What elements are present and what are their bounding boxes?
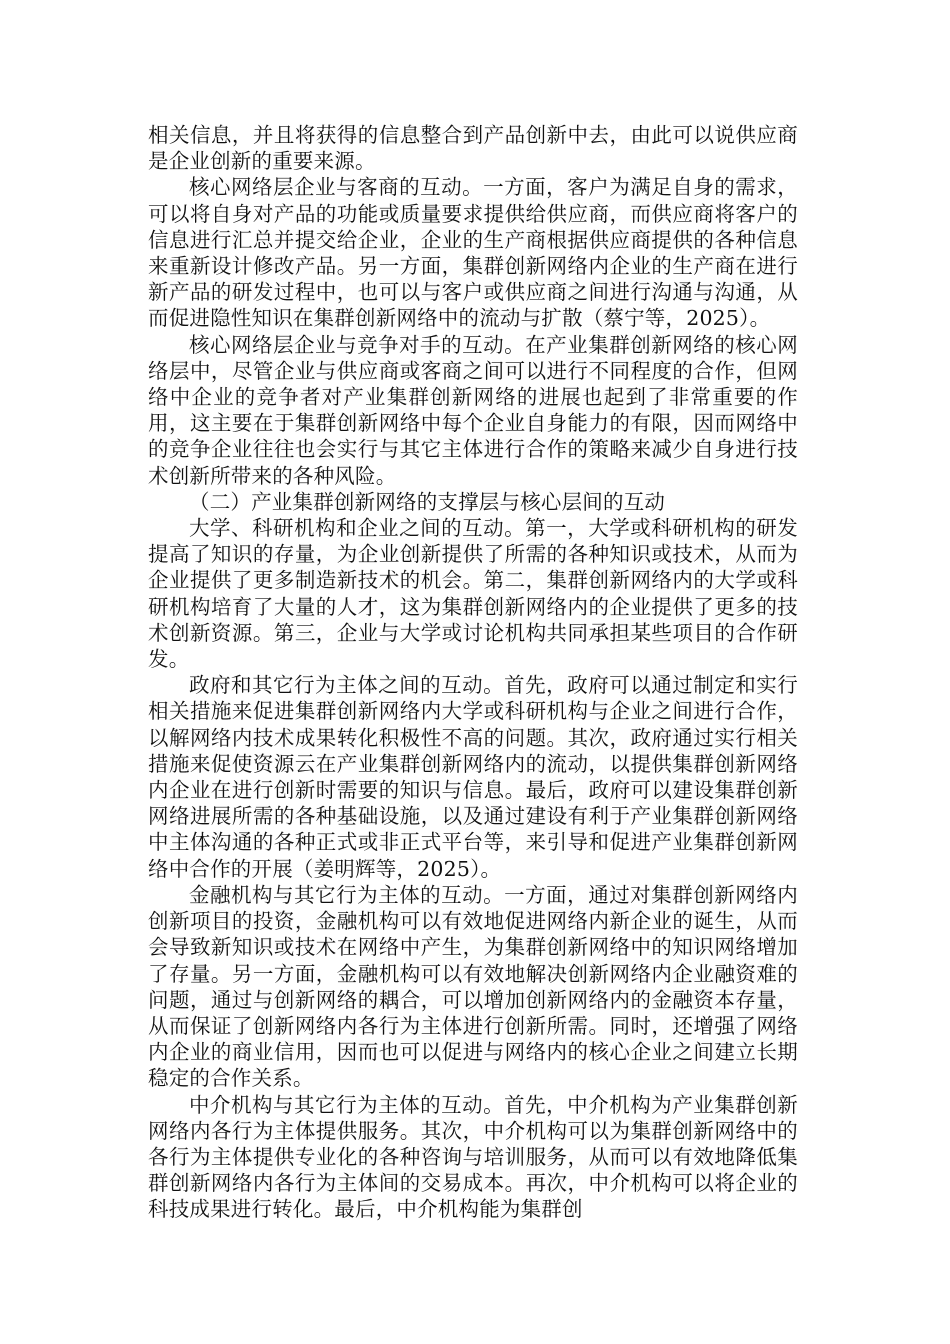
paragraph-university-interaction: 大学、科研机构和企业之间的互动。第一，大学或科研机构的研发提高了知识的存量，为企业创新提供了所需的各种知识或技术，从而为企业提供了更多制造新技术的机会。第二，集群创新网络内的大学或科研机构培育了大量的人才，这为集群创新网络内的企业提供了更多的技术创新资源。第三，企业与大学或讨论机构共同承担某些项目的合作研发。 — [148, 516, 798, 672]
paragraph-supplier-continued: 相关信息，并且将获得的信息整合到产品创新中去，由此可以说供应商是企业创新的重要来源。 — [148, 123, 798, 174]
document-page — [148, 122, 798, 1223]
section-heading: （二）产业集群创新网络的支撑层与核心层间的互动 — [189, 489, 666, 514]
paragraph-finance-interaction: 金融机构与其它行为主体的互动。一方面，通过对集群创新网络内创新项目的投资，金融机构可以有效地促进网络内新企业的诞生，从而会导致新知识或技术在网络中产生，为集群创新网络中的知识网络增加了存量。另一方面，金融机构可以有效地解决创新网络内企业融资难的问题，通过与创新网络的耦合，可以增加创新网络内的金融资本存量，从而保证了创新网络内各行为主体进行创新所需。同时，还增强了网络内企业的商业信用，因而也可以促进与网络内的核心企业之间建立长期稳定的合作关系。 — [148, 882, 798, 1091]
paragraph-competitor-interaction: 核心网络层企业与竞争对手的互动。在产业集群创新网络的核心网络层中，尽管企业与供应商或客商之间可以进行不同程度的合作，但网络中企业的竞争者对产业集群创新网络的进展也起到了非常重要的作用，这主要在于集群创新网络中每个企业自身能力的有限，因而网络中的竞争企业往往也会实行与其它主体进行合作的策略来减少自身进行技术创新所带来的各种风险。 — [148, 332, 798, 488]
paragraph-intermediary-interaction: 中介机构与其它行为主体的互动。首先，中介机构为产业集群创新网络内各行为主体提供服务。其次，中介机构可以为集群创新网络中的各行为主体提供专业化的各种咨询与培训服务，从而可以有效地降低集群创新网络内各行为主体间的交易成本。再次，中介机构可以将企业的科技成果进行转化。最后，中介机构能为集群创 — [148, 1092, 798, 1222]
paragraph-customer-interaction: 核心网络层企业与客商的互动。一方面，客户为满足自身的需求，可以将自身对产品的功能或质量要求提供给供应商，而供应商将客户的信息进行汇总并提交给企业，企业的生产商根据供应商提供的各种信息来重新设计修改产品。另一方面，集群创新网络内企业的生产商在进行新产品的研发过程中，也可以与客户或供应商之间进行沟通与沟通，从而促进隐性知识在集群创新网络中的流动与扩散（蔡宁等，2025）。 — [148, 175, 798, 331]
paragraph-government-interaction: 政府和其它行为主体之间的互动。首先，政府可以通过制定和实行相关措施来促进集群创新网络内大学或科研机构与企业之间进行合作，以解网络内技术成果转化积极性不高的问题。其次，政府通过实行相关措施来促使资源云在产业集群创新网络内的流动，以提供集群创新网络内企业在进行创新时需要的知识与信息。最后，政府可以建设集群创新网络进展所需的各种基础设施，以及通过建设有利于产业集群创新网络中主体沟通的各种正式或非正式平台等，来引导和促进产业集群创新网络中合作的开展（姜明辉等，2025）。 — [148, 673, 798, 881]
